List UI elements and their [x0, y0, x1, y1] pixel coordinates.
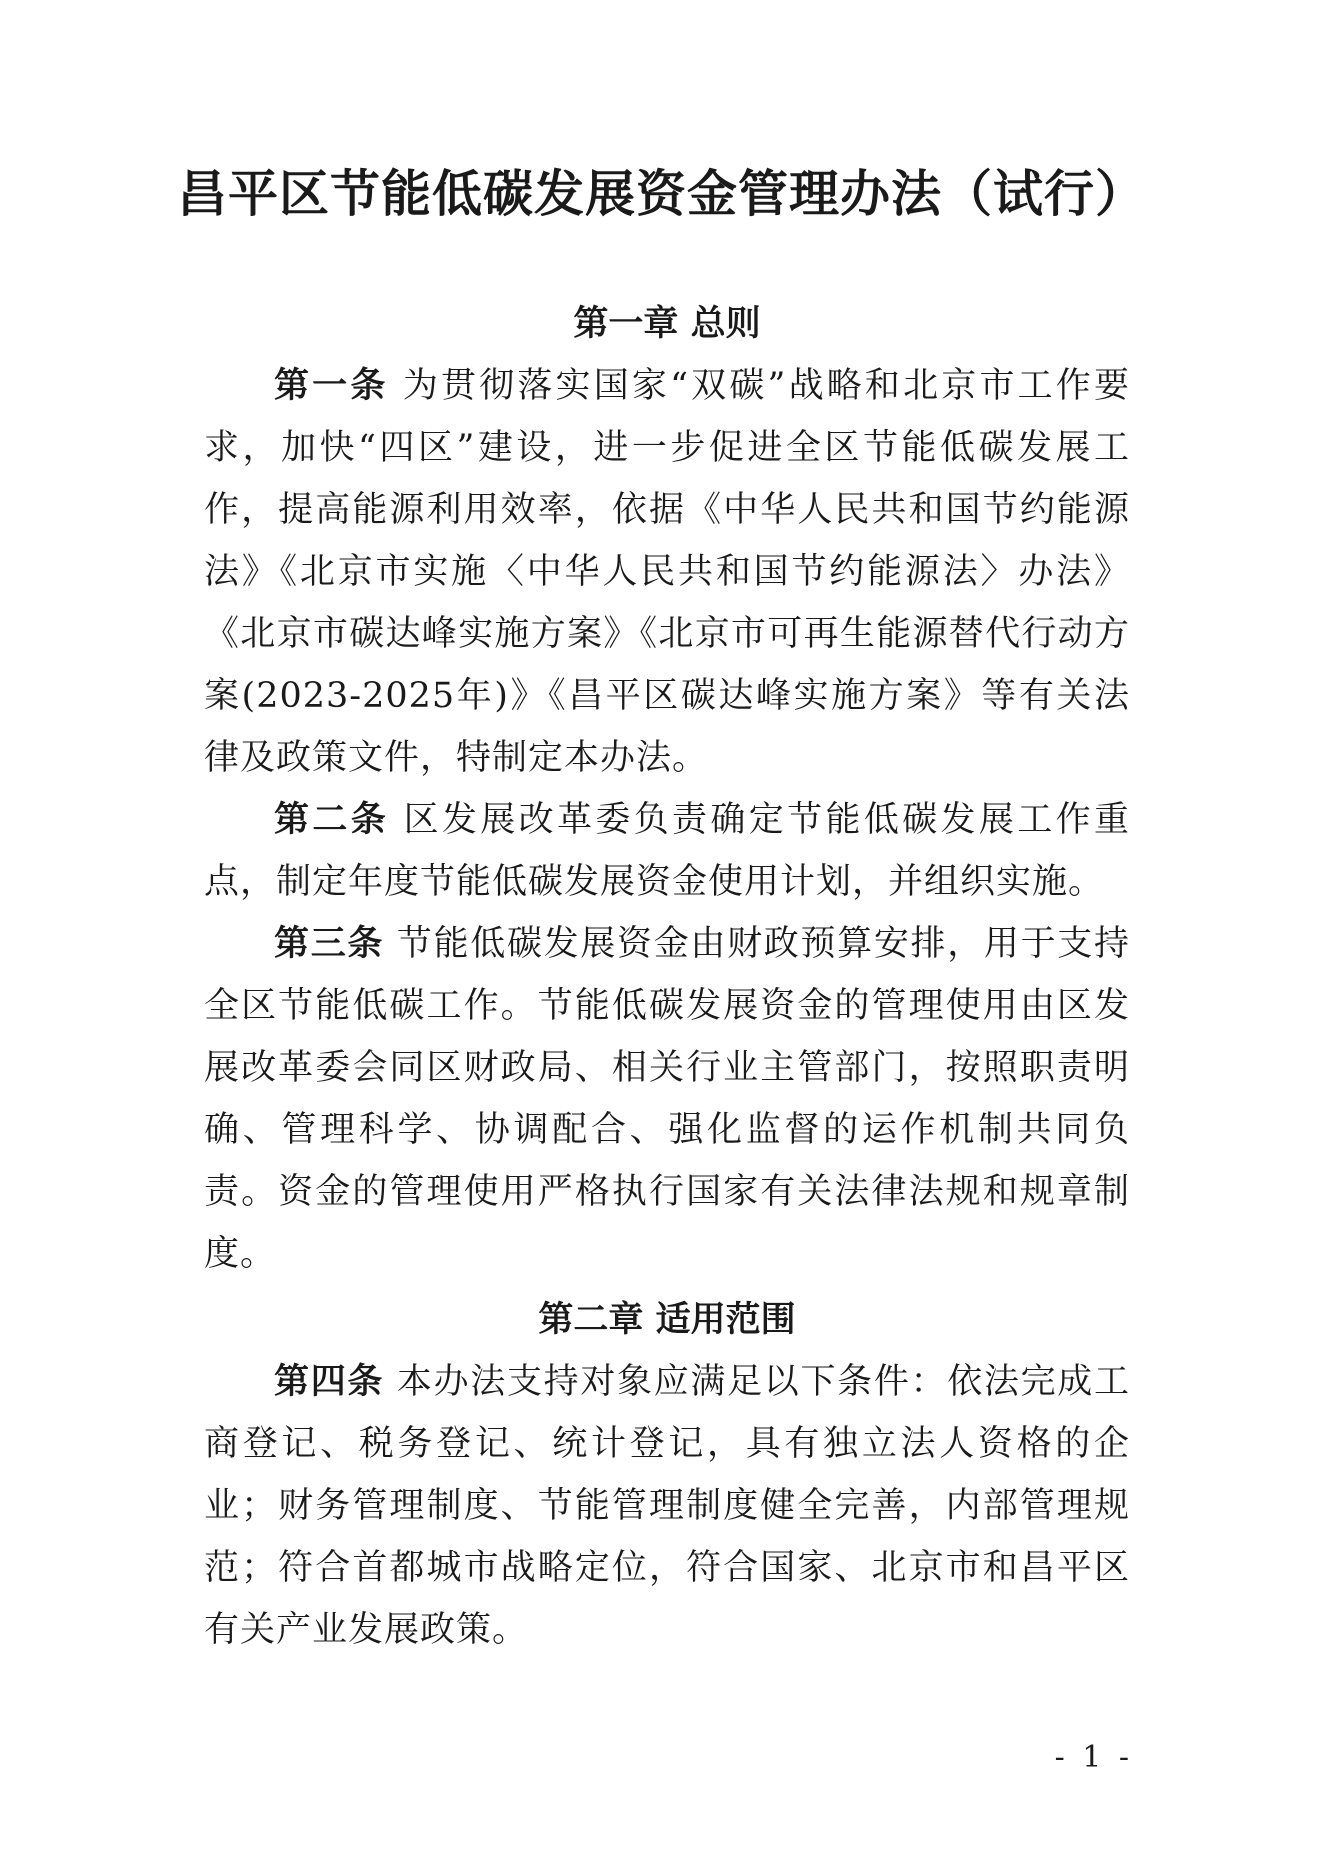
article-label: 第二条: [274, 800, 390, 840]
article-1: [204, 355, 1130, 789]
chapter-2-articles: [204, 1351, 1130, 1661]
chapter-1-articles: [204, 355, 1130, 1285]
article-label: 第三条: [274, 924, 385, 964]
article-3: [204, 913, 1130, 1285]
article-2: [204, 789, 1130, 913]
article-label: 第四条: [274, 1362, 385, 1402]
article-text: 区发展改革委负责确定节能低碳发展工作重点，制定年度节能低碳发展资金使用计划，并组织实施。: [204, 800, 1130, 902]
chapter-heading-1: 第一章 总则: [573, 304, 761, 344]
article-text: 节能低碳发展资金由财政预算安排，用于支持全区节能低碳工作。节能低碳发展资金的管理使用由区发展改革委会同区财政局、相关行业主管部门，按照职责明确、管理科学、协调配合、强化监督的运作机制共同负责。资金的管理使用严格执行国家有关法律法规和规章制度。: [204, 924, 1130, 1274]
document-title: 昌平区节能低碳发展资金管理办法（试行）: [177, 164, 1146, 223]
article-text: 为贯彻落实国家“双碳”战略和北京市工作要求，加快“四区”建设，进一步促进全区节能低碳发展工作，提高能源利用效率，依据《中华人民共和国节约能源法》《北京市实施〈中华人民共和国节约能源法〉办法》《北京市碳达峰实施方案》《北京市可再生能源替代行动方案(2023-2025年)》《昌平区碳达峰实施方案》等有关法律及政策文件，特制定本办法。: [204, 366, 1130, 778]
chapter-heading-2: 第二章 适用范围: [538, 1300, 796, 1340]
article-label: 第一条: [274, 366, 389, 406]
article-text: 本办法支持对象应满足以下条件：依法完成工商登记、税务登记、统计登记，具有独立法人资格的企业；财务管理制度、节能管理制度健全完善，内部管理规范；符合首都城市战略定位，符合国家、北京市和昌平区有关产业发展政策。: [204, 1362, 1130, 1650]
page-number: - 1 -: [1054, 1740, 1133, 1775]
article-4: [204, 1351, 1130, 1661]
